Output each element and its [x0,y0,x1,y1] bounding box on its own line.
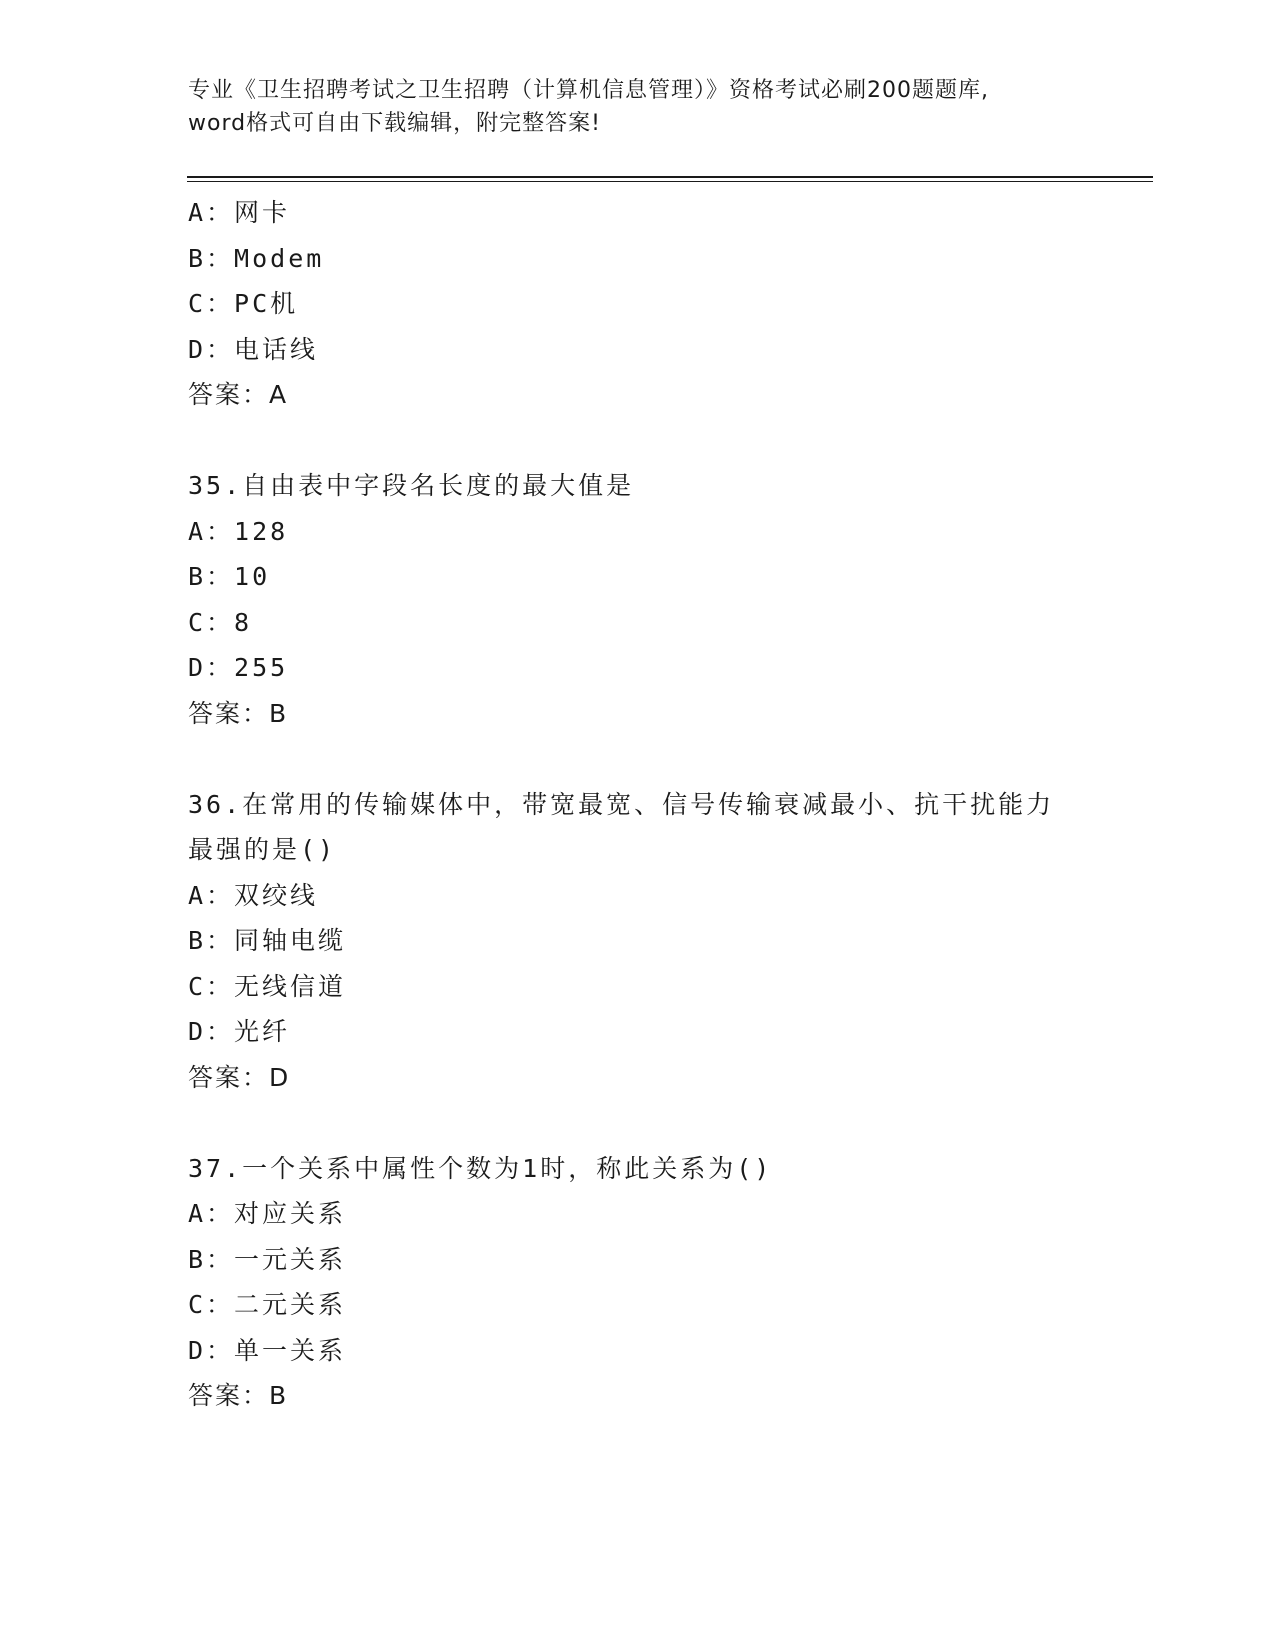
option-a: A：网卡 [188,198,291,227]
block-gap [188,418,1088,464]
option-a: A：对应关系 [188,1199,347,1228]
option-b: B：同轴电缆 [188,926,347,955]
question-block-36 [188,782,1088,1101]
block-gap [188,1100,1088,1146]
answer-line: 答案：A [188,380,289,409]
question-block-37 [188,1146,1088,1419]
option-b: B：Modem [188,243,325,273]
answer-line: 答案：B [188,1381,289,1410]
question-title-line-1: 36.在常用的传输媒体中，带宽最宽、信号传输衰减最小、抗干扰能力 [188,789,1055,819]
option-d: D：电话线 [188,334,319,364]
option-c: C：8 [188,607,253,637]
document-header [188,74,1088,140]
option-d: D：255 [188,653,289,682]
option-c: C：无线信道 [188,971,347,1001]
option-a: A：128 [188,516,289,546]
header-divider-thin [187,181,1153,182]
answer-line: 答案：D [188,1062,291,1092]
answer-line: 答案：B [188,698,289,728]
option-b: B：10 [188,562,271,591]
option-a: A：双绞线 [188,880,319,910]
header-line-1: 专业《卫生招聘考试之卫生招聘（计算机信息管理）》资格考试必刷200题题库, [188,78,989,103]
question-title: 35.自由表中字段名长度的最大值是 [188,471,635,500]
question-title-line-2: 最强的是() [188,835,337,864]
question-block-34 [188,190,1088,418]
block-gap [188,736,1088,782]
question-content [188,190,1088,1419]
option-c: C：PC机 [188,289,299,318]
header-divider-thick [187,176,1153,178]
question-title: 37.一个关系中属性个数为1时，称此关系为() [188,1153,773,1183]
option-c: C：二元关系 [188,1290,347,1319]
option-d: D：单一关系 [188,1335,347,1365]
question-block-35 [188,463,1088,736]
header-line-2: word格式可自由下载编辑，附完整答案! [188,111,601,136]
option-d: D：光纤 [188,1017,291,1046]
option-b: B：一元关系 [188,1244,347,1274]
